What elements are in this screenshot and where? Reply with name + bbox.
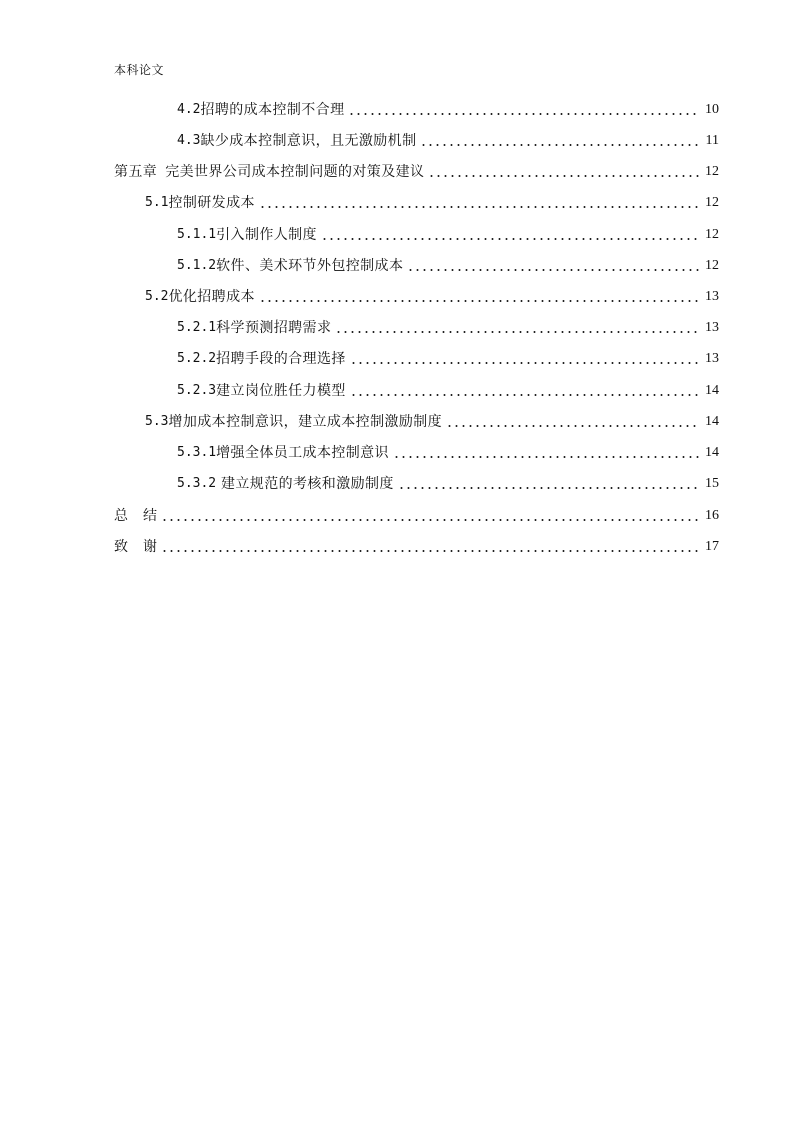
- toc-entry-page: 14: [705, 414, 719, 429]
- toc-entry-page: 17: [705, 539, 719, 554]
- toc-entry-page: 15: [705, 476, 719, 491]
- toc-entry-title: 结: [128, 508, 158, 524]
- toc-dot-leader: [407, 269, 699, 271]
- toc-entry[interactable]: [145, 193, 719, 213]
- toc-entry-chapter[interactable]: [114, 162, 719, 182]
- toc-entry-page: 11: [705, 133, 719, 148]
- toc-entry-number: 5.1: [145, 195, 169, 210]
- toc-entry-number: 5.2.2: [177, 351, 217, 366]
- toc-entry-title: 建立岗位胜任力模型: [216, 383, 346, 399]
- toc-entry-page: 13: [705, 320, 719, 335]
- toc-entry-page: 14: [705, 445, 719, 460]
- toc-entry-title: 引入制作人制度: [216, 227, 317, 243]
- toc-entry-title: 招聘手段的合理选择: [216, 351, 346, 367]
- toc-entry-title: 优化招聘成本: [168, 289, 255, 305]
- toc-entry-number: 第五章: [114, 164, 158, 180]
- document-header: 本科论文: [114, 63, 165, 77]
- toc-entry-page: 13: [705, 351, 719, 366]
- toc-entry-number: 5.3.2: [177, 476, 217, 491]
- toc-entry-number: 4.2: [177, 102, 201, 117]
- toc-entry-title: 控制研发成本: [168, 195, 255, 211]
- toc-entry-page: 14: [705, 383, 719, 398]
- toc-entry-title: 招聘的成本控制不合理: [200, 102, 345, 118]
- toc-dot-leader: [420, 144, 699, 146]
- toc-entry-page: 10: [705, 102, 719, 117]
- toc-entry[interactable]: [177, 256, 719, 276]
- toc-entry-page: 12: [705, 227, 719, 242]
- toc-entry[interactable]: [177, 443, 719, 463]
- toc-entry-title: 科学预测招聘需求: [216, 320, 332, 336]
- toc-dot-leader: [259, 300, 699, 302]
- toc-dot-leader: [350, 362, 699, 364]
- toc-entry-number: 5.2.1: [177, 320, 217, 335]
- toc-dot-leader: [428, 175, 699, 177]
- toc-entry-number: 总: [114, 508, 129, 524]
- toc-dot-leader: [350, 394, 699, 396]
- toc-dot-leader: [161, 550, 699, 552]
- toc-entry-number: 5.3: [145, 414, 169, 429]
- toc-dot-leader: [259, 206, 699, 208]
- toc-dot-leader: [446, 425, 699, 427]
- toc-entry[interactable]: [177, 100, 719, 120]
- toc-entry[interactable]: [177, 381, 719, 401]
- toc-entry-number: 5.3.1: [177, 445, 217, 460]
- toc-entry-page: 13: [705, 289, 719, 304]
- toc-entry[interactable]: [177, 474, 719, 494]
- toc-entry[interactable]: [145, 412, 719, 432]
- toc-entry-page: 12: [705, 164, 719, 179]
- toc-dot-leader: [398, 487, 699, 489]
- toc-entry-page: 12: [705, 195, 719, 210]
- toc-entry-number: 5.2: [145, 289, 169, 304]
- toc-entry-number: 5.2.3: [177, 383, 217, 398]
- toc-entry-number: 4.3: [177, 133, 201, 148]
- toc-entry-title: 完美世界公司成本控制问题的对策及建议: [165, 164, 425, 180]
- toc-dot-leader: [348, 113, 699, 115]
- toc-entry-number: 5.1.1: [177, 227, 217, 242]
- toc-dot-leader: [335, 331, 699, 333]
- toc-entry[interactable]: [177, 225, 719, 245]
- toc-entry-title: 软件、美术环节外包控制成本: [216, 258, 404, 274]
- toc-entry-number: 致: [114, 539, 129, 555]
- toc-entry[interactable]: [177, 131, 719, 151]
- toc-entry[interactable]: [177, 349, 719, 369]
- toc-entry-title: 增加成本控制意识，建立成本控制激励制度: [168, 414, 443, 430]
- header-divider: [114, 81, 720, 82]
- toc-entry-page: 12: [705, 258, 719, 273]
- toc-entry-title: 增强全体员工成本控制意识: [216, 445, 389, 461]
- toc-entry-title: 缺少成本控制意识，且无激励机制: [200, 133, 417, 149]
- toc-entry-title: 谢: [128, 539, 158, 555]
- toc-entry-title: 建立规范的考核和激励制度: [216, 476, 394, 492]
- toc-entry-acknowledgements[interactable]: [114, 537, 719, 557]
- toc-dot-leader: [161, 519, 699, 521]
- toc-entry[interactable]: [177, 318, 719, 338]
- toc-dot-leader: [393, 456, 699, 458]
- toc-entry-page: 16: [705, 508, 719, 523]
- toc-entry[interactable]: [145, 287, 719, 307]
- toc-dot-leader: [321, 238, 699, 240]
- toc-entry-number: 5.1.2: [177, 258, 217, 273]
- toc-entry-summary[interactable]: [114, 506, 719, 526]
